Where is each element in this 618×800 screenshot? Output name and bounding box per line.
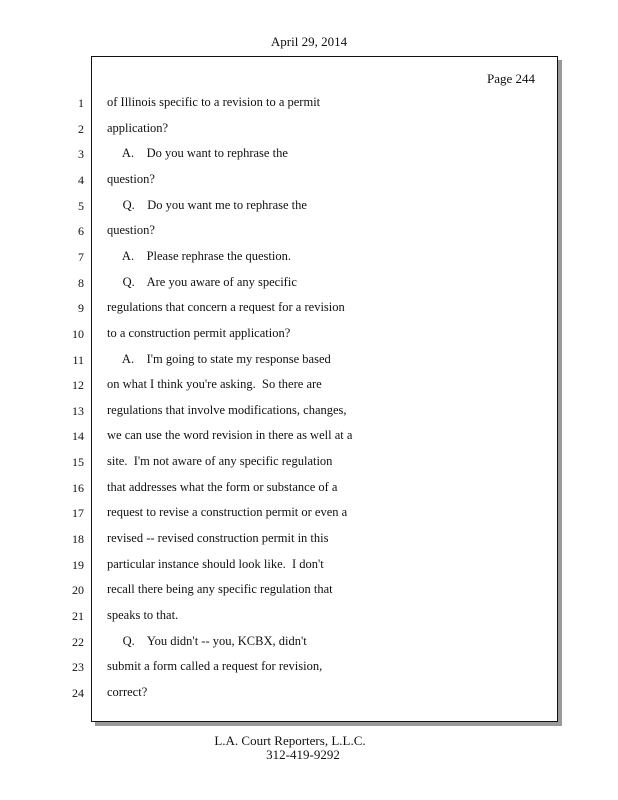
transcript-line-text: A. Do you want to rephrase the [107, 146, 288, 160]
transcript-line-text: question? [107, 172, 155, 186]
line-number: 9 [78, 301, 84, 315]
line-number: 19 [72, 558, 84, 572]
transcript-line-text: Q. You didn't -- you, KCBX, didn't [107, 634, 307, 648]
transcript-line-text: A. I'm going to state my response based [107, 352, 331, 366]
transcript-line-text: application? [107, 121, 169, 135]
line-number: 21 [72, 609, 84, 623]
transcript-line-text: we can use the word revision in there as well at a [107, 428, 353, 442]
line-number: 15 [72, 455, 84, 469]
court-reporter-phone: 312-419-9292 [266, 747, 340, 762]
transcript-line-text: A. Please rephrase the question. [107, 249, 291, 263]
line-number: 12 [72, 378, 84, 392]
transcript-line-text: Q. Do you want me to rephrase the [107, 198, 307, 212]
line-number: 10 [72, 327, 84, 341]
transcript-line-text: on what I think you're asking. So there are [107, 377, 322, 391]
line-number: 14 [72, 429, 84, 443]
transcript-line-text: submit a form called a request for revision, [107, 659, 323, 673]
transcript-line-text: revised -- revised construction permit in this [107, 531, 329, 545]
line-number: 3 [78, 147, 84, 161]
line-number: 24 [72, 686, 84, 700]
transcript-line-text: site. I'm not aware of any specific regulation [107, 454, 333, 468]
transcript-line-text: Q. Are you aware of any specific [107, 275, 297, 289]
line-number: 23 [72, 660, 84, 674]
line-number: 1 [78, 96, 84, 110]
transcript-line-text: question? [107, 223, 155, 237]
transcript-line-text: to a construction permit application? [107, 326, 291, 340]
transcript-line-text: particular instance should look like. I don't [107, 557, 324, 571]
transcript-line-text: regulations that involve modifications, changes, [107, 403, 347, 417]
transcript-line-text: speaks to that. [107, 608, 179, 622]
transcript-line-text: of Illinois specific to a revision to a permit [107, 95, 321, 109]
line-number: 17 [72, 506, 84, 520]
page-number: Page 244 [487, 71, 536, 86]
transcript-date: April 29, 2014 [270, 34, 348, 49]
line-number: 8 [78, 276, 84, 290]
line-number: 13 [72, 404, 84, 418]
line-number: 20 [72, 583, 84, 597]
line-number: 22 [72, 635, 84, 649]
transcript-line-text: regulations that concern a request for a revision [107, 300, 345, 314]
transcript-line-text: correct? [107, 685, 148, 699]
line-number: 4 [78, 173, 84, 187]
transcript-line-text: recall there being any specific regulation that [107, 582, 333, 596]
line-number: 11 [72, 353, 84, 367]
line-number: 18 [72, 532, 84, 546]
transcript-line-text: request to revise a construction permit or even a [107, 505, 348, 519]
line-number: 6 [78, 224, 84, 238]
line-number: 5 [78, 199, 84, 213]
line-number: 16 [72, 481, 84, 495]
court-reporter-name: L.A. Court Reporters, L.L.C. [214, 733, 366, 748]
line-number: 2 [78, 122, 84, 136]
transcript-line-text: that addresses what the form or substance of a [107, 480, 338, 494]
line-number: 7 [78, 250, 84, 264]
